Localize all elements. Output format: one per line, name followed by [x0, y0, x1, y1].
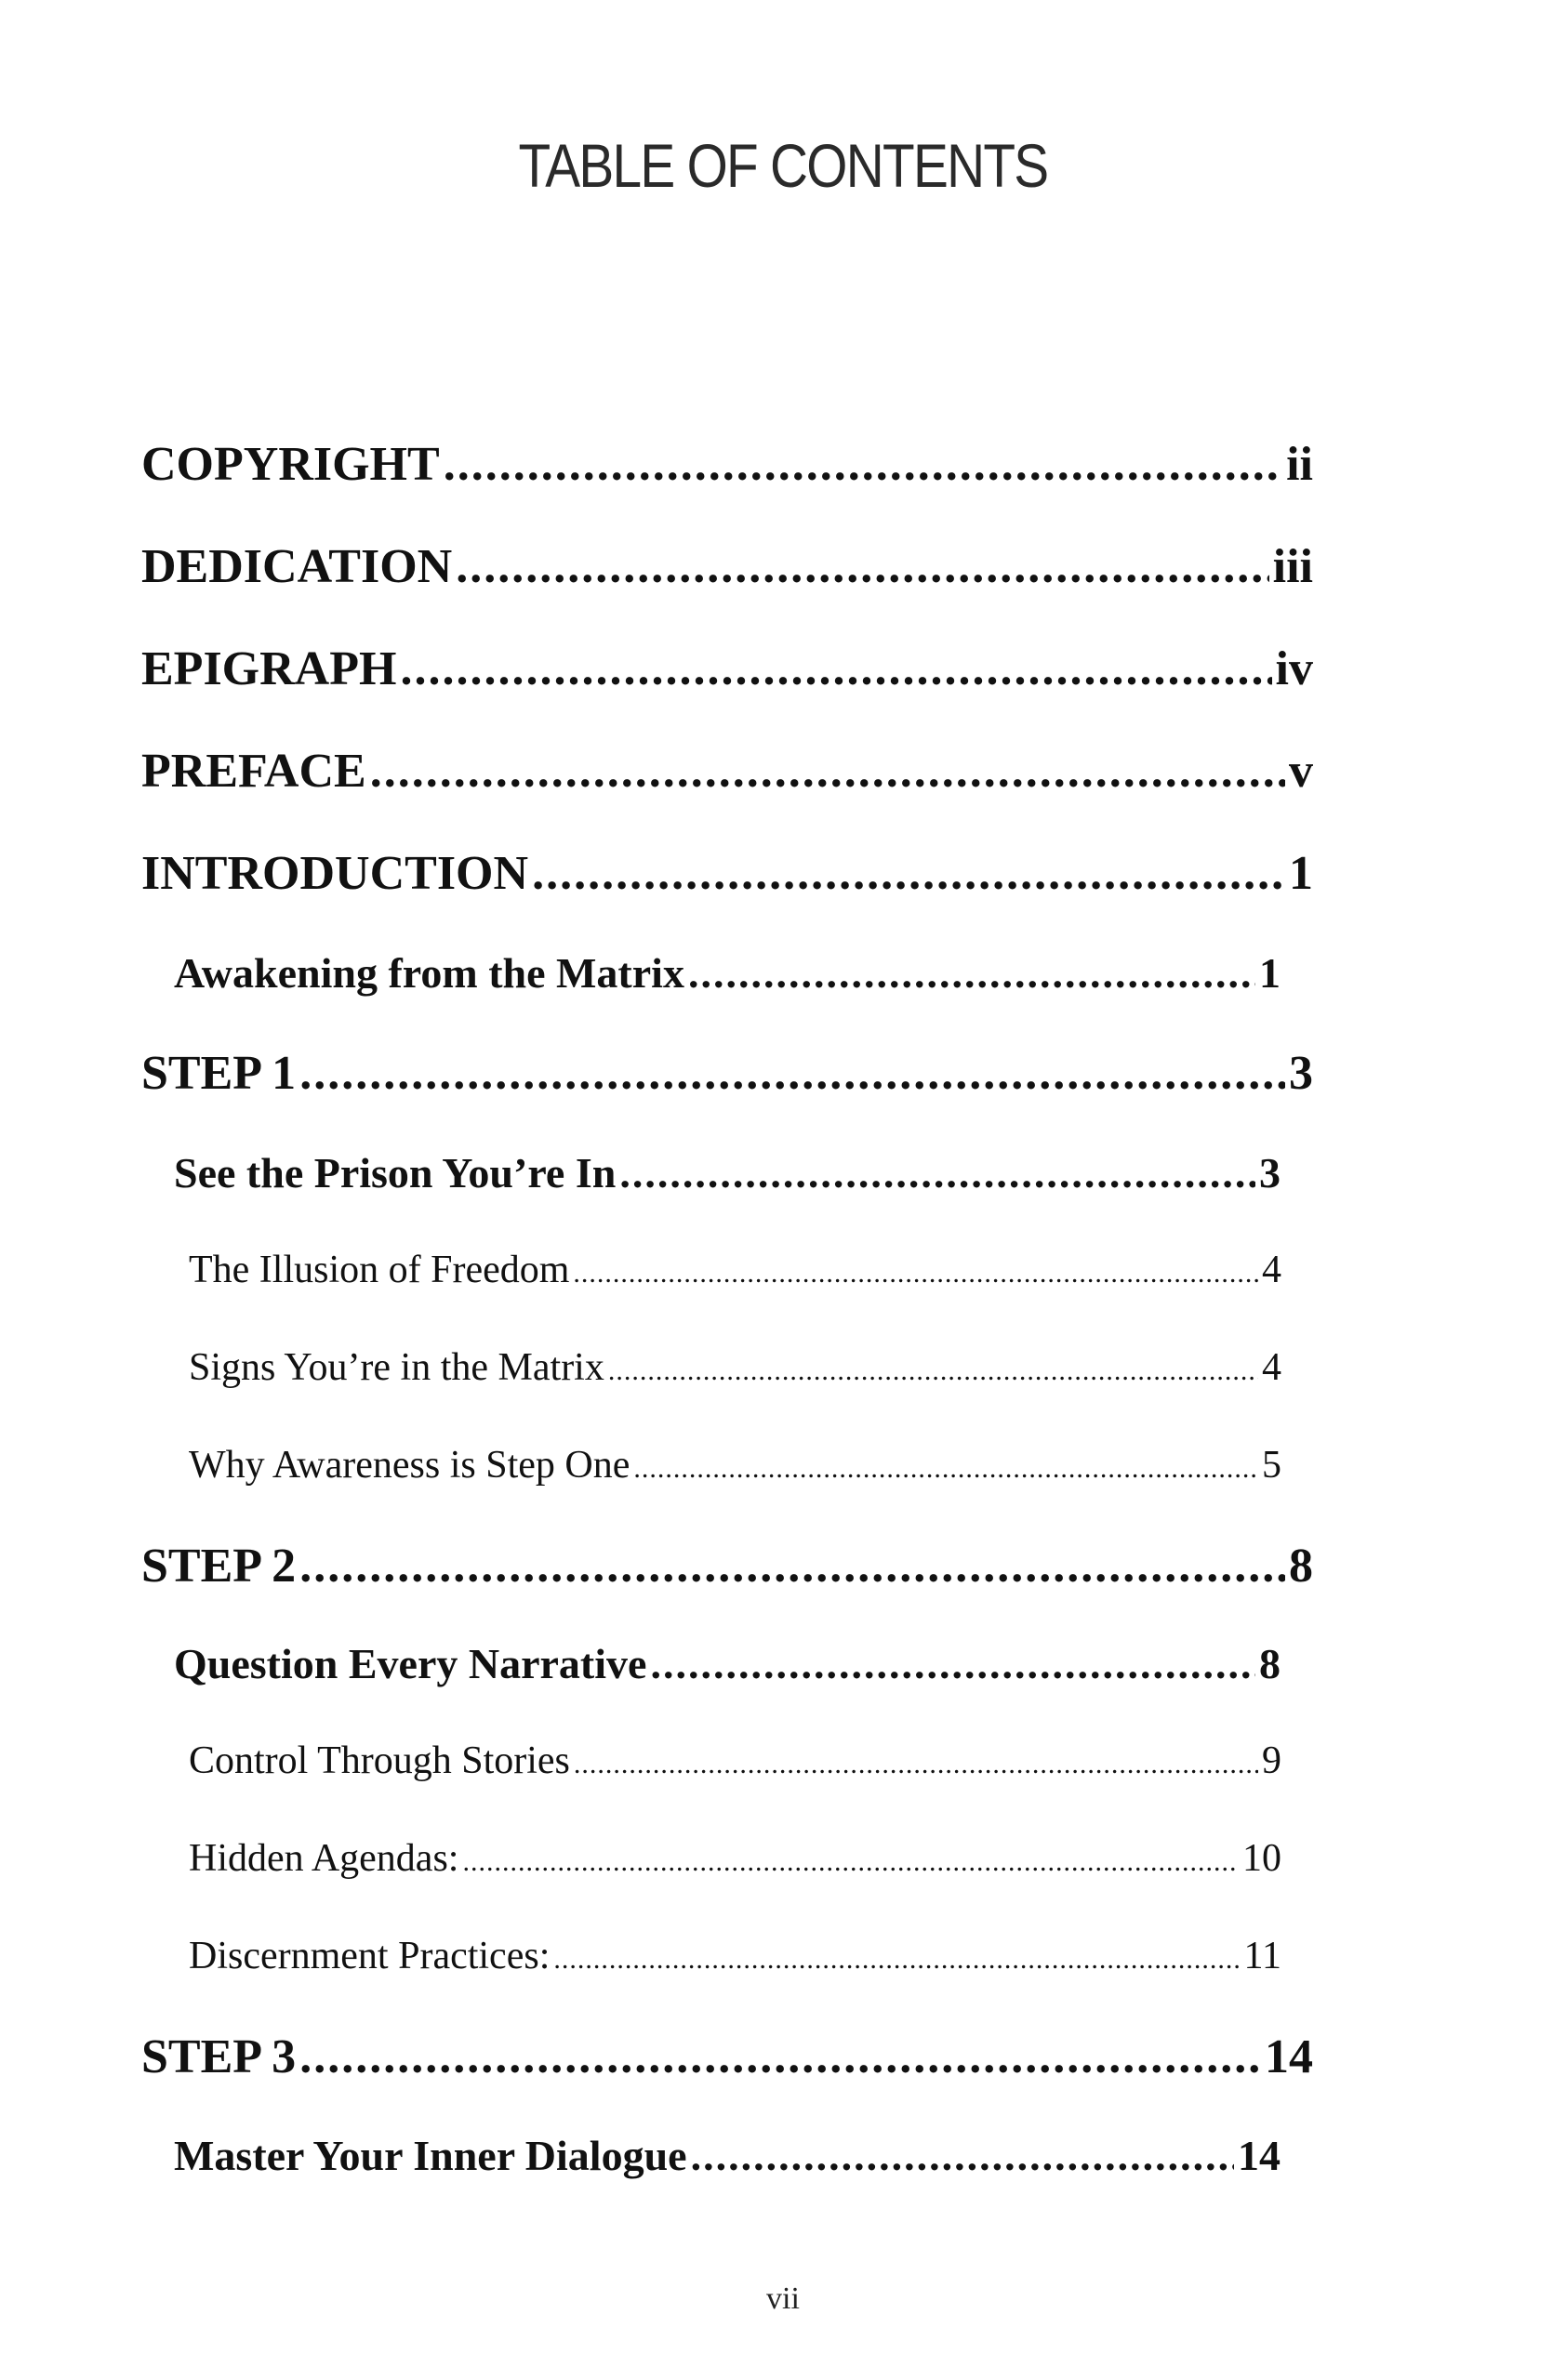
- toc-entry-page: iv: [1275, 642, 1313, 695]
- toc-entry-dedication[interactable]: [141, 539, 1313, 594]
- toc-entry-label: Awakening from the Matrix: [174, 949, 684, 997]
- toc-entry-label: Why Awareness is Step One: [189, 1444, 630, 1487]
- dot-leader: [688, 948, 1255, 998]
- toc-entry-preface[interactable]: [141, 744, 1313, 799]
- toc-entry-step-2[interactable]: [141, 1539, 1313, 1593]
- toc-entry-control-stories[interactable]: [189, 1739, 1281, 1783]
- toc-entry-page: 11: [1243, 1935, 1281, 1977]
- dot-leader: [650, 1639, 1255, 1688]
- dot-leader: [691, 2131, 1234, 2180]
- toc-entry-question-narrative[interactable]: [174, 1639, 1281, 1688]
- toc-entry-master-inner-dialogue[interactable]: [174, 2131, 1281, 2180]
- toc-entry-label: STEP 2: [141, 1540, 297, 1593]
- toc-entry-page: v: [1289, 745, 1313, 798]
- toc-entry-page: 8: [1259, 1640, 1281, 1687]
- toc-entry-label: DEDICATION: [141, 540, 453, 593]
- toc-entry-step-3[interactable]: [141, 2030, 1313, 2084]
- toc-entry-label: Hidden Agendas:: [189, 1837, 459, 1880]
- toc-entry-label: Master Your Inner Dialogue: [174, 2132, 687, 2179]
- toc-entry-label: See the Prison You’re In: [174, 1149, 617, 1197]
- toc-entry-page: 1: [1259, 949, 1281, 997]
- toc-entry-page: 9: [1262, 1739, 1281, 1782]
- dot-leader: [633, 1453, 1258, 1485]
- dot-leader: [462, 1846, 1239, 1878]
- toc-entry-label: STEP 3: [141, 2030, 297, 2083]
- dot-leader: [608, 1355, 1258, 1387]
- toc-entry-page: iii: [1272, 540, 1313, 593]
- toc-entry-page: 8: [1289, 1540, 1313, 1593]
- dot-leader: [370, 744, 1285, 799]
- toc-entry-page: 5: [1262, 1444, 1281, 1487]
- toc-entry-label: PREFACE: [141, 745, 366, 798]
- toc-entry-copyright[interactable]: [141, 437, 1313, 492]
- page-number: vii: [766, 2281, 800, 2316]
- toc-entry-epigraph[interactable]: [141, 641, 1313, 696]
- toc-entry-page: 4: [1262, 1346, 1281, 1389]
- toc-entry-page: 3: [1259, 1149, 1281, 1197]
- dot-leader: [299, 1539, 1285, 1593]
- toc-entry-page: 3: [1289, 1047, 1313, 1100]
- dot-leader: [299, 2030, 1261, 2084]
- dot-leader: [619, 1148, 1255, 1197]
- toc-entry-page: 4: [1262, 1249, 1281, 1291]
- dot-leader: [400, 641, 1271, 696]
- toc-entry-hidden-agendas[interactable]: [189, 1836, 1281, 1881]
- dot-leader: [444, 437, 1282, 492]
- toc-entry-awakening[interactable]: [174, 948, 1281, 998]
- toc-entry-page: 10: [1242, 1837, 1281, 1880]
- toc-entry-label: Question Every Narrative: [174, 1640, 647, 1687]
- toc-entry-page: 14: [1265, 2030, 1313, 2083]
- toc-entry-label: The Illusion of Freedom: [189, 1249, 570, 1291]
- toc-entry-step-1[interactable]: [141, 1046, 1313, 1101]
- toc-entry-label: STEP 1: [141, 1047, 297, 1100]
- dot-leader: [532, 846, 1285, 901]
- toc-entry-label: Control Through Stories: [189, 1739, 570, 1782]
- toc-entry-illusion-of-freedom[interactable]: [189, 1248, 1281, 1292]
- toc-entry-signs-matrix[interactable]: [189, 1345, 1281, 1390]
- toc-entry-discernment[interactable]: [189, 1934, 1281, 1978]
- toc-entry-page: 14: [1238, 2132, 1281, 2179]
- toc-entry-why-awareness[interactable]: [189, 1443, 1281, 1488]
- dot-leader: [573, 1258, 1258, 1289]
- page-title: TABLE OF CONTENTS: [518, 131, 1048, 200]
- toc-entry-label: EPIGRAPH: [141, 642, 397, 695]
- dot-leader: [553, 1944, 1240, 1976]
- toc-entry-see-the-prison[interactable]: [174, 1148, 1281, 1197]
- toc-entry-page: ii: [1286, 438, 1313, 491]
- toc-entry-page: 1: [1289, 847, 1313, 900]
- dot-leader: [456, 539, 1268, 594]
- toc-entry-label: COPYRIGHT: [141, 438, 440, 491]
- toc-entry-label: Signs You’re in the Matrix: [189, 1346, 604, 1389]
- toc-entry-label: Discernment Practices:: [189, 1935, 551, 1977]
- toc-entry-introduction[interactable]: [141, 846, 1313, 901]
- toc-entry-label: INTRODUCTION: [141, 847, 529, 900]
- dot-leader: [299, 1046, 1285, 1101]
- dot-leader: [574, 1749, 1258, 1780]
